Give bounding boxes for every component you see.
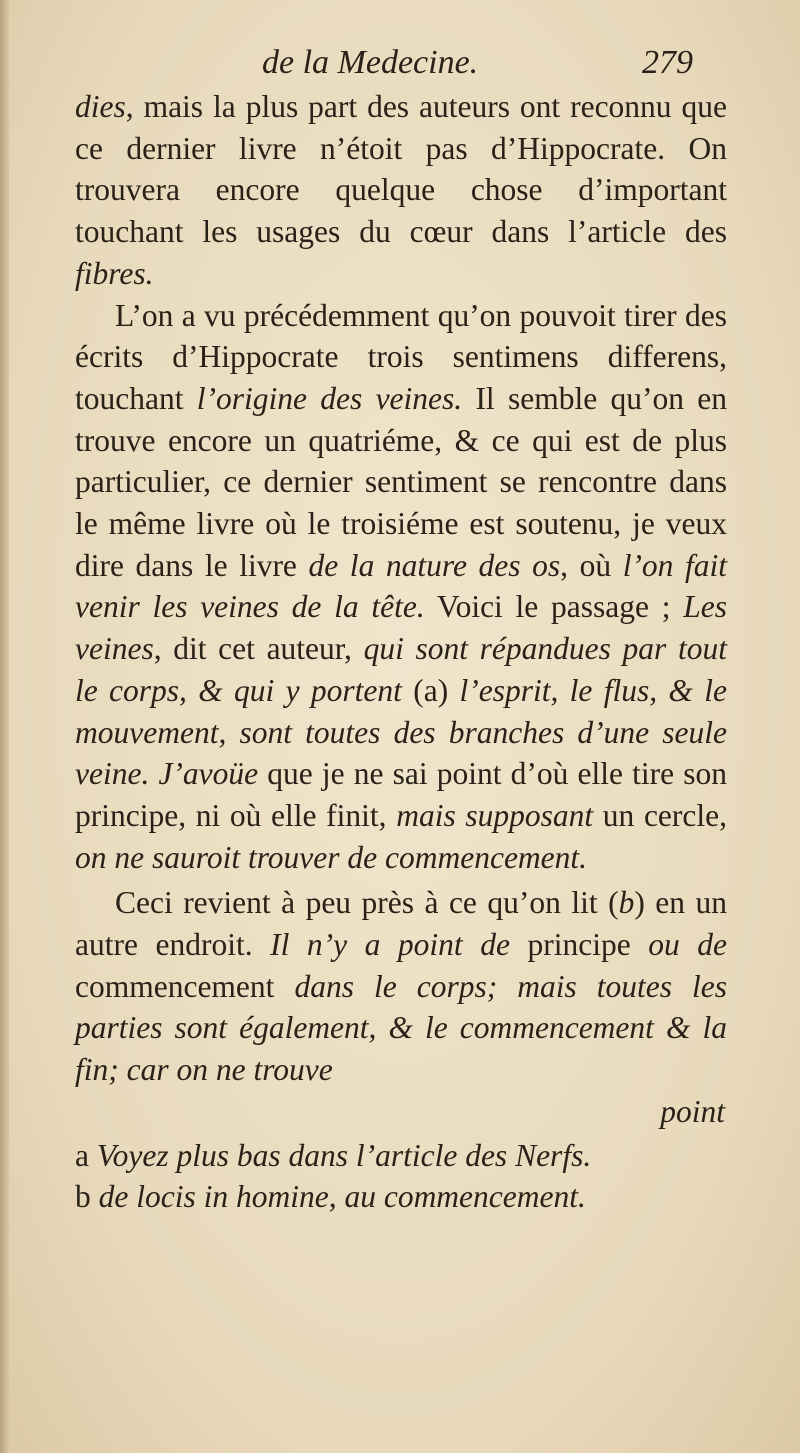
italic-text: mais supposant [396,797,594,833]
footnote-b [75,1176,727,1218]
text-run: , mais la plus part des auteurs ont reconnu que ce dernier livre n’étoit pas d’Hippocrate. On trouvera encore quelque chose d’important touchant les usages du cœur dans l’article des [75,89,727,250]
text-run: Ceci revient à peu près à ce qu’on lit ( [115,885,619,921]
italic-text: de la nature des os [308,547,561,583]
italic-text: qui sont répandues par tout le corps, & qui y portent [75,631,727,708]
footnote-text: Voyez plus bas dans l’article des Nerfs. [96,1137,592,1173]
text-run: L’on a vu précédemment qu’on pouvoit tirer des écrits d’Hippocrate trois sentimens differens, touchant [75,297,727,416]
text-run: Voici le passage ; [424,589,684,625]
text-run: que je ne sai point d’où elle tire son principe, ni où elle finit, [75,756,727,833]
text-run: , dit cet auteur, [153,631,364,667]
italic-text: l’on fait venir les veines de la tête. [75,547,728,625]
footnote-ref-a: (a) [401,672,460,708]
italic-text: dies [75,89,126,124]
italic-text: Il n’y a point de [270,927,510,963]
italic-text: dans le corps; mais toutes les parties sont également, & le commencement & la fin; car on ne trouve [75,968,727,1088]
text-run: , où [560,547,623,583]
text-run: principe [509,927,649,963]
text-run: un cercle, [593,797,727,833]
catchword [75,1091,727,1133]
page-binding-edge [0,0,9,1453]
text-run: ) en un autre endroit. [75,885,727,963]
italic-text: l’esprit, le flus, & le mouvement, sont toutes des branches d’une seule veine. J’avoüe [75,672,727,792]
italic-text: fibres. [75,255,154,291]
paragraph-3 [75,882,727,1091]
footnote-mark: b [75,1179,91,1215]
paragraph-1 [75,86,727,295]
footnote-text: de locis in homine, au commencement. [98,1179,586,1215]
text-run: commencement [75,968,295,1004]
running-title: de la Medecine. [262,44,479,81]
footnote-ref-b: b [618,885,635,921]
italic-text: Les veines [75,589,727,667]
italic-text: on ne sauroit trouver de commencement. [75,839,588,875]
page-number: 279 [642,44,693,81]
body-text [75,86,727,1218]
footnote-a [75,1135,727,1177]
footnotes [75,1135,727,1218]
catchword-text: point [660,1093,725,1129]
text-run: Il semble qu’on en trouve encore un quatriéme, & ce qui est de plus particulier, ce dernier sentiment se rencontre dans le même livre où le troisiéme est soutenu, je veux dire dans le livre [75,380,728,583]
italic-text: ou de [648,927,727,963]
paragraph-2 [75,295,727,879]
footnote-mark: a [75,1137,89,1173]
italic-text: l’origine des veines. [196,380,463,416]
